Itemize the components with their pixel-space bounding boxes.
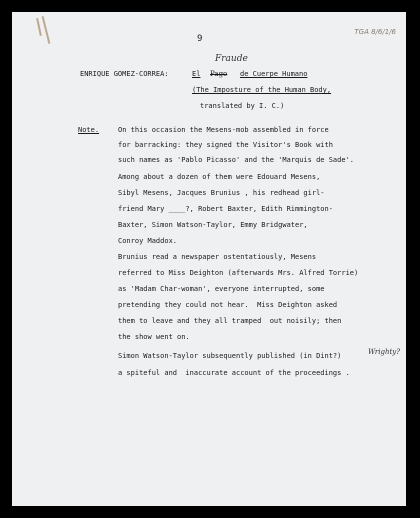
note-line: referred to Miss Deighton (afterwards Mrs. Alfred Torrie)	[118, 269, 359, 277]
note-line: as 'Madam Char-woman', everyone interrupted, some	[118, 285, 325, 293]
note-line: such names as 'Pablo Picasso' and the 'Marquis de Sade'.	[118, 156, 355, 164]
translator-line: translated by I. C.)	[200, 102, 285, 110]
margin-annotation: Wrighty?	[368, 348, 400, 356]
note-line: for barracking: they signed the Visitor's Book with	[118, 141, 333, 149]
note-line: Brunius read a newspaper ostentatiously, Mesens	[118, 253, 317, 261]
note-line: them to leave and they all tramped out noisily; then	[118, 317, 342, 325]
author-label: ENRIQUE GOMEZ-CORREA:	[80, 70, 169, 78]
note-line: friend Mary ____?, Robert Baxter, Edith Rimmington-	[118, 205, 333, 213]
note-line: pretending they could not hear. Miss Deighton asked	[118, 301, 338, 309]
note-line: the show went on.	[118, 333, 190, 341]
note-line: Baxter, Simon Watson-Taylor, Emmy Bridgwater,	[118, 221, 308, 229]
archive-reference: TGA 8/6/1/6	[354, 28, 396, 36]
document-page	[12, 12, 406, 506]
note-line: Simon Watson-Taylor subsequently published (in Dint?)	[118, 352, 342, 360]
title-struck-word: Pago	[210, 70, 228, 78]
handwritten-insert: Fraude	[215, 54, 248, 64]
title-subtitle: (The Imposture of the Human Body,	[192, 86, 332, 94]
note-line: Among about a dozen of them were Edouard Mesens,	[118, 173, 321, 181]
title-suffix: de Cuerpe Humano	[240, 70, 308, 78]
title-prefix: El	[192, 70, 201, 78]
note-line: a spiteful and inaccurate account of the proceedings .	[118, 369, 350, 377]
pencil-mark	[36, 18, 42, 36]
pencil-mark	[42, 16, 51, 44]
note-line: Sibyl Mesens, Jacques Brunius , his redhead girl-	[118, 189, 325, 197]
page-number: 9	[197, 34, 203, 44]
note-line: On this occasion the Mesens-mob assembled in force	[118, 126, 329, 134]
note-label: Note.	[78, 126, 100, 134]
note-line: Conroy Maddox.	[118, 237, 178, 245]
